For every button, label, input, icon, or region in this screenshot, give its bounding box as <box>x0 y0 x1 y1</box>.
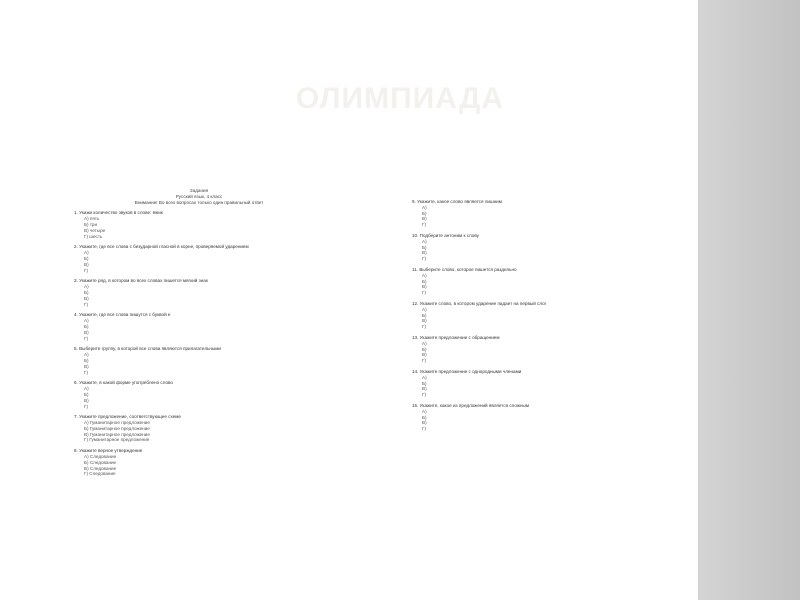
answer-option: В) <box>84 397 89 403</box>
question-text: 13. Укажите предложение с обращением <box>412 334 500 340</box>
answer-option: Г) <box>84 335 89 341</box>
answer-option: В) <box>84 261 89 267</box>
answer-option: Б) <box>84 255 89 261</box>
question-text: 2. Укажите, где все слова с безударной гласной в корне, проверяемой ударением <box>74 244 249 250</box>
question-text: 15. Укажите, какое из предложений является сложным <box>412 402 529 408</box>
answer-option: Б) <box>422 210 427 216</box>
document-right-column <box>412 194 680 432</box>
answer-option: В) <box>422 318 427 324</box>
question <box>412 403 680 432</box>
answer-option: Б) <box>84 289 89 295</box>
answer-option: Б) <box>84 357 89 363</box>
question <box>412 335 680 364</box>
answer-option: А) Следование <box>84 454 117 460</box>
question <box>74 312 324 341</box>
answer-option: В) <box>84 329 89 335</box>
answer-option: А) пять <box>84 216 100 222</box>
answer-option: Б) <box>84 323 89 329</box>
answer-option: Г) <box>422 290 427 296</box>
answer-option: В) <box>422 352 427 358</box>
answer-option: Б) три <box>84 221 98 227</box>
answer-option: А) <box>422 340 427 346</box>
question <box>74 414 324 443</box>
answer-option: В) <box>422 284 427 290</box>
question <box>412 267 680 296</box>
question-list <box>74 210 324 477</box>
document-header-line: Русский язык, 4 класс <box>175 193 223 199</box>
answer-option: Г) <box>422 256 427 262</box>
question-text: 11. Выберите слово, которое пишется раздельно <box>412 266 517 272</box>
answer-option: В) <box>84 295 89 301</box>
answer-option: Г) <box>84 369 89 375</box>
question <box>74 346 324 375</box>
question-text: 14. Укажите предложение с однородными членами <box>412 368 522 374</box>
question-text: 10. Подберите антоним к слову <box>412 232 479 238</box>
answer-option: Б) <box>422 312 427 318</box>
question-text: 4. Укажите, где все слова пишутся с буквой е <box>74 312 171 318</box>
document-left-column <box>74 188 324 477</box>
answer-option: А) <box>422 238 427 244</box>
question-text: 1. Укажи количество звуков в слове: ёжик <box>74 210 163 216</box>
answer-option: Г) Гуманитарное предложение <box>84 437 150 443</box>
answer-option: А) <box>84 250 89 256</box>
slide-title: ОЛИМПИАДА <box>295 82 505 115</box>
answer-option: Г) <box>84 403 89 409</box>
answer-option: В) <box>422 420 427 426</box>
answer-option: В) <box>422 250 427 256</box>
question <box>74 448 324 477</box>
answer-option: А) <box>84 386 89 392</box>
answer-option: Г) Следование <box>84 471 116 477</box>
answer-option: А) Гуманитарное предложение <box>84 420 150 426</box>
question-text: 9. Укажите, какое слово является лишним <box>412 199 502 204</box>
answer-option: Г) <box>422 358 427 364</box>
answer-option: Г) <box>422 392 427 398</box>
answer-option: В) четыре <box>84 227 106 233</box>
answer-option: Г) <box>422 426 427 432</box>
question-text: 5. Выберите группу, в которой все слова являются прилагательными <box>74 346 221 352</box>
answer-option: А) <box>422 306 427 312</box>
answer-option: А) <box>422 408 427 414</box>
question-list <box>412 199 680 432</box>
question <box>412 301 680 330</box>
answer-option: Б) <box>422 380 427 386</box>
answer-option: Б) <box>422 414 427 420</box>
answer-option: А) <box>422 374 427 380</box>
answer-option: Г) <box>84 301 89 307</box>
answer-option: А) <box>84 352 89 358</box>
answer-option: Б) Следование <box>84 459 117 465</box>
question <box>412 369 680 398</box>
answer-option: А) <box>84 284 89 290</box>
document-header-line: Задания <box>189 188 209 193</box>
question-text: 7. Укажите предложение, соответствующее схеме <box>74 414 181 420</box>
answer-option: В) <box>422 386 427 392</box>
answer-option: Б) <box>422 244 427 250</box>
answer-option: Б) <box>84 391 89 397</box>
answer-option: Г) <box>84 267 89 273</box>
answer-option: В) Следование <box>84 465 117 471</box>
decorative-stripe <box>698 0 800 600</box>
answer-option: А) <box>422 204 427 210</box>
question-text: 12. Укажите слово, в котором ударение падает на первый слог <box>412 300 547 306</box>
answer-option: А) <box>422 272 427 278</box>
question <box>74 380 324 409</box>
question <box>412 233 680 262</box>
answer-option: Б) Гуманитарное предложение <box>84 425 150 431</box>
answer-option: Г) <box>422 324 427 330</box>
question-text: 3. Укажите ряд, в котором во всех словах пишется мягкий знак <box>74 278 208 284</box>
question <box>412 199 680 228</box>
question <box>74 278 324 307</box>
question-text: 8. Укажите верное утверждение <box>74 448 143 454</box>
answer-option: А) <box>84 318 89 324</box>
answer-option: Б) <box>422 278 427 284</box>
question <box>74 210 324 239</box>
question <box>74 244 324 273</box>
answer-option: В) <box>422 216 427 222</box>
question-text: 6. Укажите, в какой форме употреблено слово <box>74 380 173 386</box>
answer-option: Б) <box>422 346 427 352</box>
answer-option: Г) <box>422 222 427 228</box>
answer-option: В) <box>84 363 89 369</box>
answer-option: В) Гуманитарное предложение <box>84 431 150 437</box>
document-header-line: Внимание! Во всех вопросах только один правильный ответ <box>134 199 264 205</box>
answer-option: Г) шесть <box>84 233 103 239</box>
